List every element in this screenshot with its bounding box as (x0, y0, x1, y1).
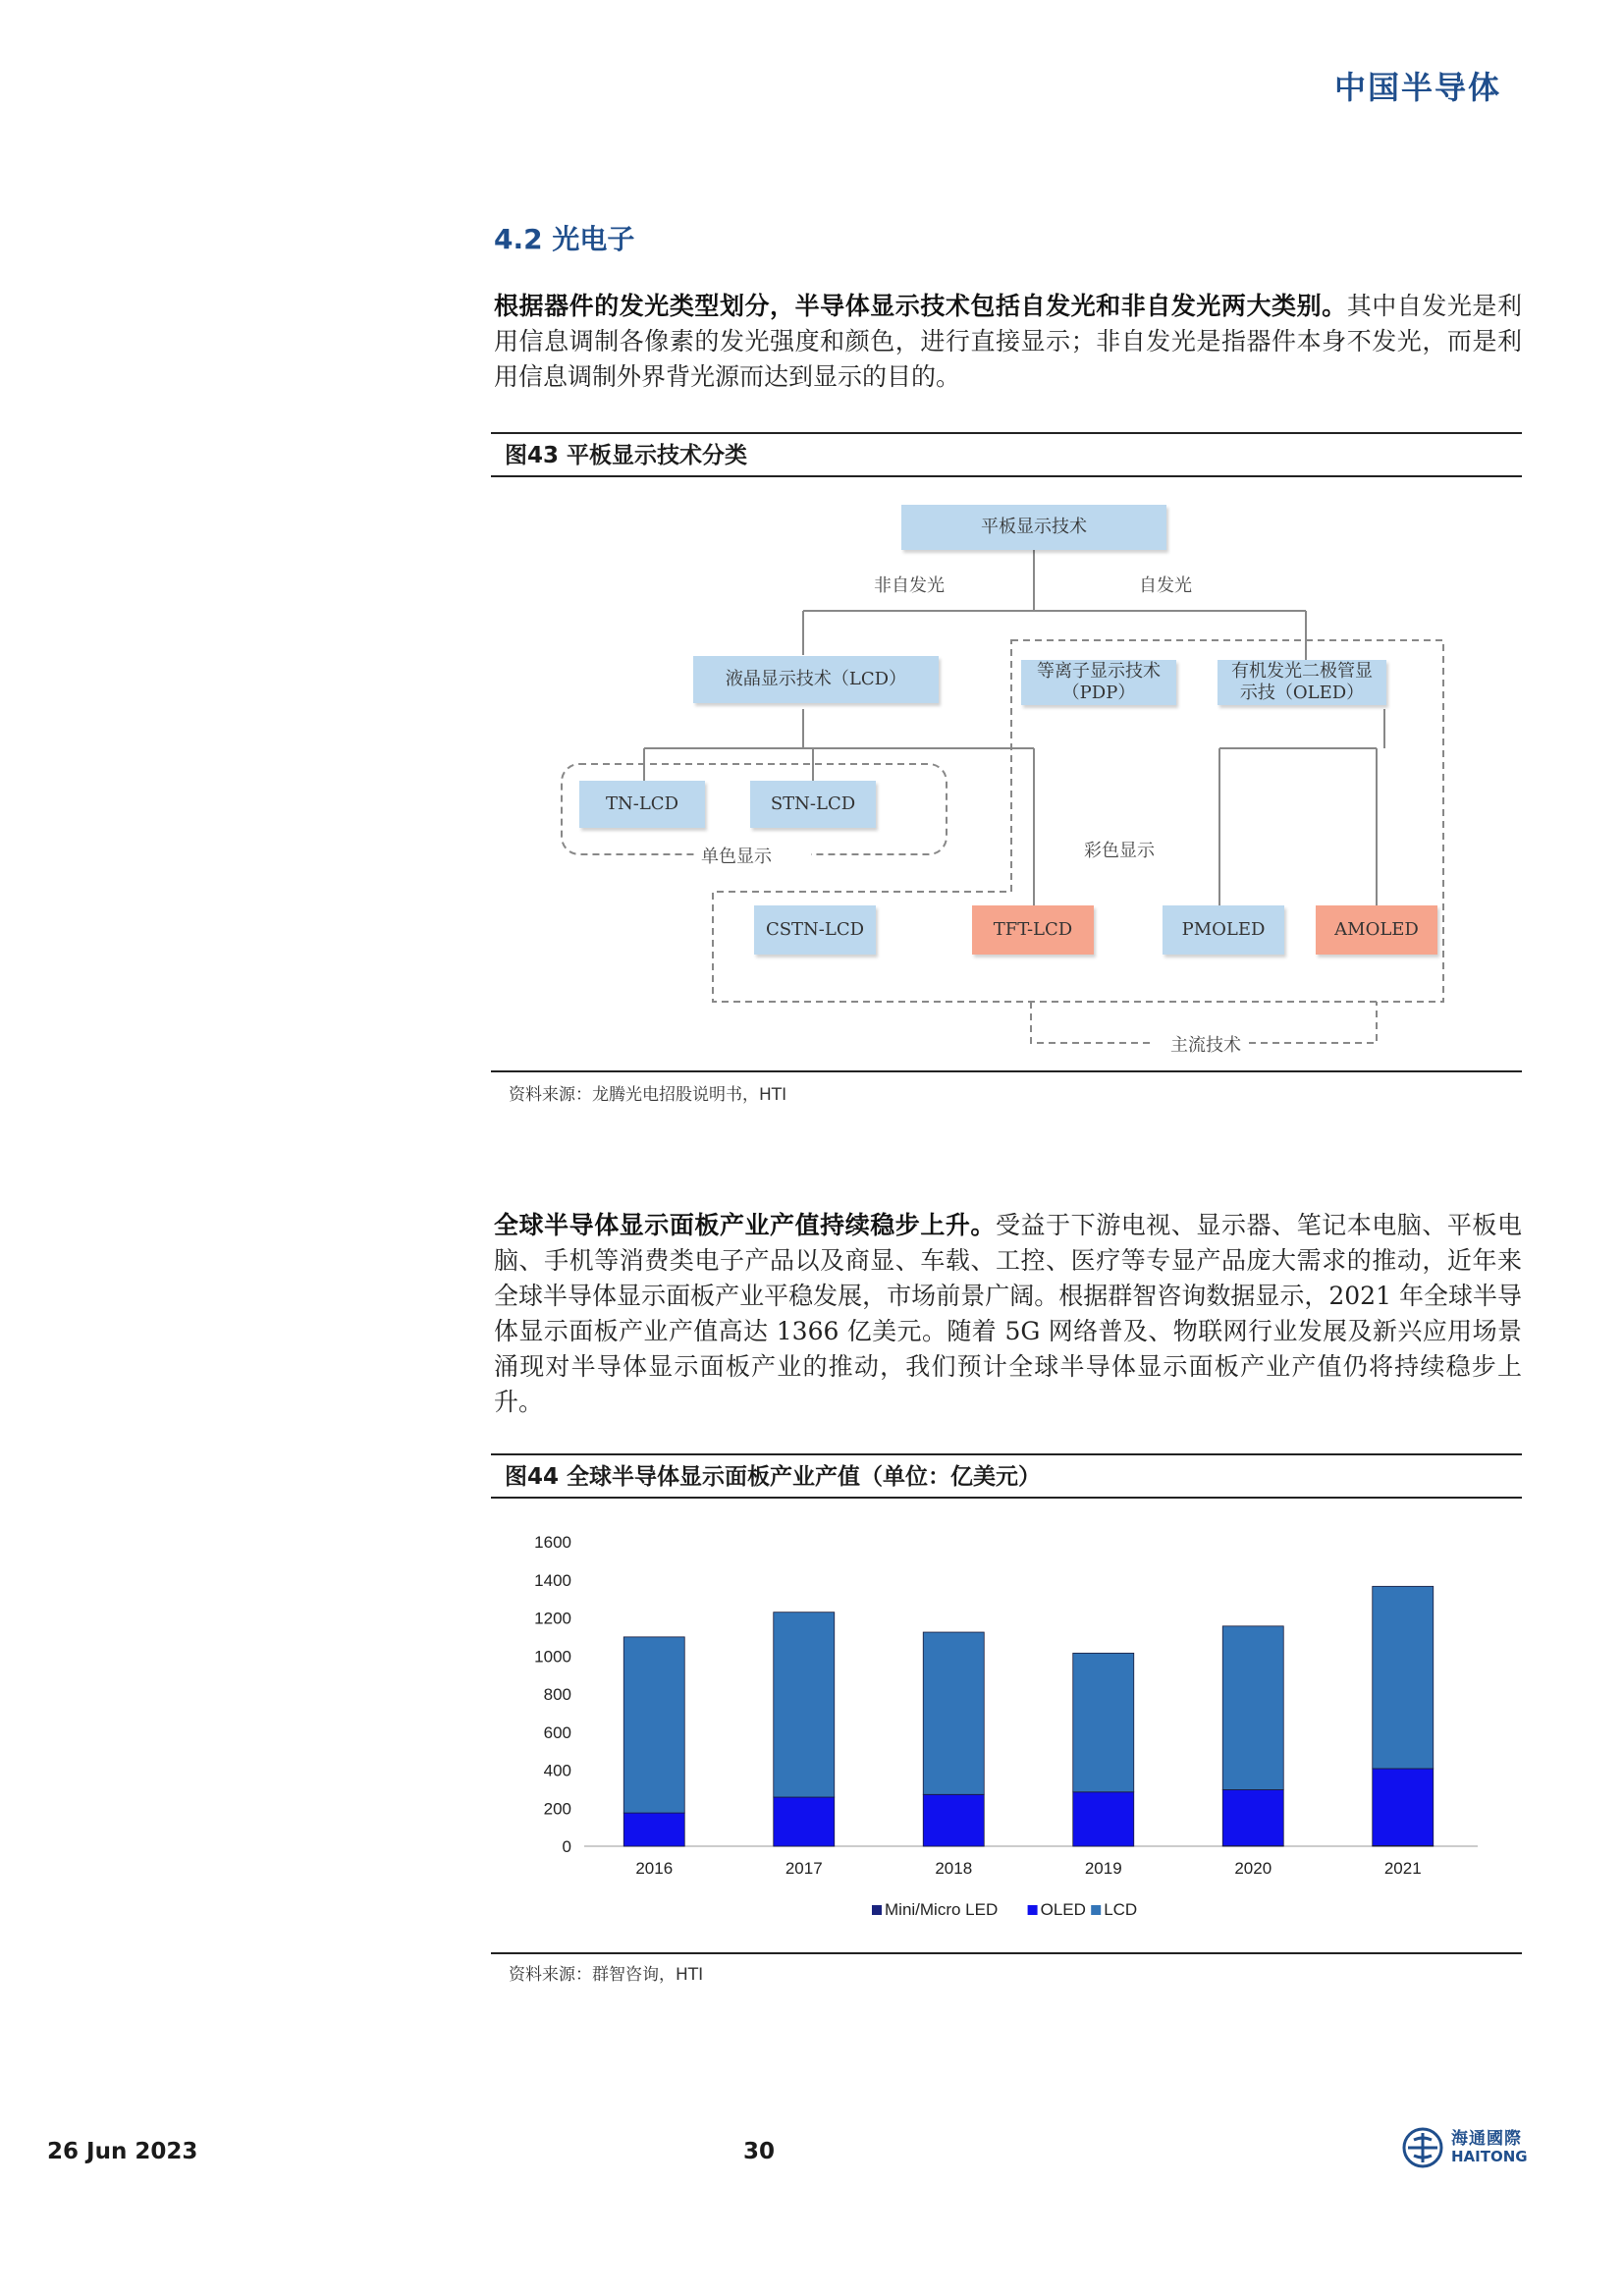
node-pdp: 等离子显示技术（PDP） (1021, 660, 1176, 705)
node-lcd: 液晶显示技术（LCD） (693, 656, 939, 703)
haitong-logo (1402, 2127, 1528, 2168)
x-tick-label: 2020 (1234, 1859, 1272, 1878)
x-tick-label: 2019 (1084, 1859, 1122, 1878)
page-number: 30 (743, 2139, 776, 2164)
bar-oled-2020 (1222, 1789, 1283, 1845)
node-oled: 有机发光二极管显示技（OLED） (1218, 660, 1386, 705)
x-tick-label: 2018 (935, 1859, 973, 1878)
x-tick-label: 2021 (1383, 1859, 1422, 1878)
figure-43-title: 图43 平板显示技术分类 (491, 432, 1522, 477)
paragraph-panel-output (494, 1208, 1522, 1420)
legend-swatch (1028, 1905, 1038, 1915)
legend-label: OLED (1040, 1900, 1086, 1919)
x-tick-label: 2016 (635, 1859, 674, 1878)
label-monochrome: 单色显示 (701, 847, 772, 867)
legend-label: Mini/Micro LED (885, 1900, 999, 1919)
section-title: 4.2 光电子 (494, 223, 635, 255)
node-flat-display: 平板显示技术 (901, 505, 1166, 550)
bar-lcd-2019 (1073, 1653, 1134, 1791)
figure-44-source: 资料来源：群智咨询，HTI (509, 1965, 704, 1985)
bar-oled-2017 (774, 1797, 835, 1846)
legend-swatch (1091, 1905, 1101, 1915)
paragraph-lead: 全球半导体显示面板产业产值持续稳步上升。 (494, 1211, 996, 1239)
figure-43-rule (491, 1070, 1522, 1072)
y-tick-label: 0 (562, 1837, 571, 1856)
label-mainstream: 主流技术 (1170, 1035, 1241, 1056)
bar-oled-2019 (1073, 1792, 1134, 1846)
bar-lcd-2021 (1373, 1586, 1434, 1769)
bar-lcd-2016 (623, 1637, 684, 1813)
figure-43-diagram (491, 481, 1522, 1061)
diagram-connectors (491, 481, 1522, 1061)
logo-en: HAITONG (1451, 2148, 1528, 2165)
label-non-emissive: 非自发光 (874, 575, 945, 596)
y-tick-label: 1000 (534, 1647, 571, 1667)
label-emissive: 自发光 (1139, 575, 1192, 596)
bar-oled-2018 (923, 1794, 984, 1846)
logo-cn: 海通國際 (1451, 2129, 1522, 2149)
node-amoled: AMOLED (1316, 905, 1437, 955)
node-cstn-lcd: CSTN-LCD (754, 905, 876, 955)
y-tick-label: 400 (543, 1761, 571, 1780)
label-color-display: 彩色显示 (1084, 841, 1155, 861)
node-stn-lcd: STN-LCD (750, 781, 876, 828)
figure-43-source: 资料来源：龙腾光电招股说明书，HTI (509, 1085, 787, 1105)
legend-label: LCD (1104, 1900, 1138, 1919)
y-tick-label: 1400 (534, 1570, 571, 1590)
paragraph-lead: 根据器件的发光类型划分，半导体显示技术包括自发光和非自发光两大类别。 (494, 292, 1347, 320)
haitong-logo-icon (1402, 2127, 1443, 2168)
footer-date: 26 Jun 2023 (47, 2139, 198, 2164)
x-tick-label: 2017 (785, 1859, 823, 1878)
y-tick-label: 1600 (534, 1533, 571, 1552)
y-tick-label: 1200 (534, 1609, 571, 1628)
figure-44-title: 图44 全球半导体显示面板产业产值（单位：亿美元） (491, 1453, 1522, 1499)
y-tick-label: 800 (543, 1685, 571, 1704)
bar-lcd-2018 (923, 1632, 984, 1794)
bar-lcd-2020 (1222, 1626, 1283, 1790)
bar-oled-2021 (1373, 1769, 1434, 1845)
bar-lcd-2017 (774, 1613, 835, 1797)
bar-oled-2016 (623, 1813, 684, 1846)
y-tick-label: 200 (543, 1799, 571, 1819)
paragraph-display-tech (494, 289, 1522, 395)
legend-swatch (872, 1905, 882, 1915)
header-title: 中国半导体 (1333, 69, 1501, 106)
node-tft-lcd: TFT-LCD (972, 905, 1094, 955)
node-pmoled: PMOLED (1163, 905, 1284, 955)
figure-44-rule (491, 1952, 1522, 1954)
figure-44-chart (491, 1512, 1522, 1954)
paragraph-body: 受益于下游电视、显示器、笔记本电脑、平板电脑、手机等消费类电子产品以及商显、车载、工控、医疗等专显产品庞大需求的推动，近年来全球半导体显示面板产业平稳发展，市场前景广阔。根据群智咨询数据显示，2021 年全球半导体显示面板产业产值高达 1366 亿美元。随着 5G 网络普及、物联网行业发展及新兴应用场景涌现对半导体显示面板产业的推动，我们预计全球半导体显示面板产业产值仍将持续稳步上升。 (494, 1211, 1522, 1416)
y-tick-label: 600 (543, 1722, 571, 1742)
paragraph-body: 其中自发光是利用信息调制各像素的发光强度和颜色，进行直接显示；非自发光是指器件本身不发光，而是利用信息调制外界背光源而达到显示的目的。 (494, 292, 1522, 391)
node-tn-lcd: TN-LCD (579, 781, 705, 828)
